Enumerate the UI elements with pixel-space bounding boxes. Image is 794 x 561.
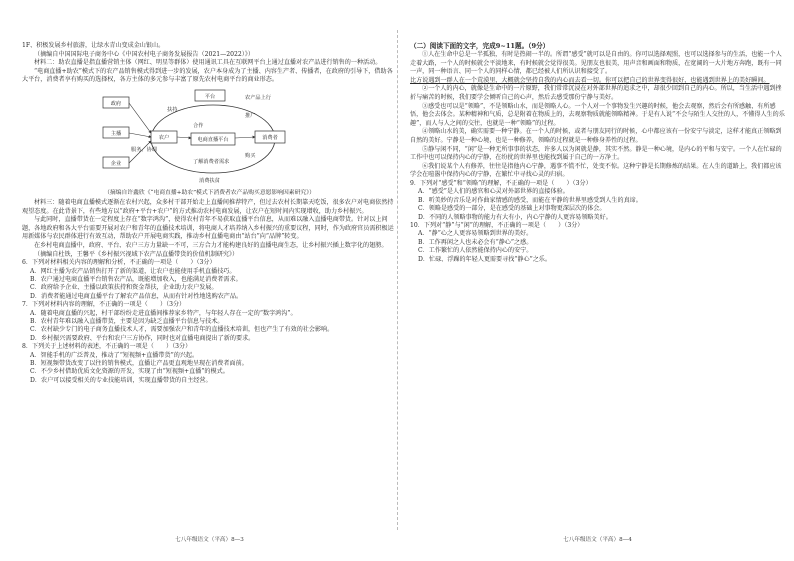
question-7-option-a: A．随着电商直播的兴起，村干部纷纷走进直播间推荐家乡特产，与年轻人存在一定的“数字鸿沟”。	[30, 309, 297, 317]
farmer-arrow	[177, 137, 191, 138]
question-8: 8．下列关于上述材料的表述，不正确的一项是（ ）（3分）	[22, 343, 192, 351]
question-10-option-d: D．忙碌、浮躁的年轻人更需要寻找“静心”之乐。	[418, 255, 551, 263]
question-10: 10．下列对“静”与“闲”的理解，不正确的一项是（ ）（3分）	[410, 221, 584, 229]
purchase-label: 购买	[244, 152, 255, 159]
farmer-label: 农户	[158, 134, 169, 141]
enterprise-label: 企业	[110, 160, 121, 167]
question-9-option-c: C．领略是感受的一部分，是在感受的基础上对事物更深层次的体会。	[418, 205, 606, 213]
feedback-label: 了解消费者需求	[192, 158, 229, 165]
consume-label: 消费扶贫	[198, 177, 220, 184]
passage-paragraph-2: ②一个人的内心，就像是生命中的一片原野，我们常常沉浸在对外部世界的追求之中，却很少回到自己的内心。所以，当生活中遇到挫折与痛苦的时候，我们要学会倾听自己的心声，然后去感受那份宁静与美好。	[410, 85, 782, 101]
passage-underlined: 比方说遇到一群人在一个荒漠里，大概就会坚持自我的内心而去看一切。你可以把自己的世界变得很好，也能遇到世界上的美好瞬间。	[410, 76, 770, 84]
promote-label: 推广	[244, 112, 255, 119]
excerpt-source-3: （摘编自杜铁，王馨平《乡村振兴视域下农产品直播带货的价值机制研究》）	[34, 250, 239, 258]
question-7-option-c: C．农村缺少专门的电子商务直播技术人才，需要加强农户和青年的直播技术培训，但也产生了有效的社会影响。	[30, 326, 334, 334]
page-divider	[397, 30, 398, 530]
products-label: 农产品上行	[244, 94, 271, 101]
excerpt-source-1: （摘编自中国国际电子商务中心《中国农村电子商务发展报告（2021—2022）》）	[34, 50, 254, 58]
question-6-option-b: B．农户通过电商直播平台销售农产品，既能增加收入，也能满足消费者需求。	[30, 275, 242, 283]
diagram-caption: （摘编自许鑫欣《“电商直播+助农”模式下消费者农产品购买意愿影响因素研究》）	[104, 189, 315, 196]
left-page	[22, 0, 397, 561]
question-7: 7．下列对材料内容的理解，不正确的一项是（ ）（3分）	[22, 301, 186, 309]
passage-paragraph-6: ⑥我们说某个人有修养，往往是指他内心宁静，遇事不慌不忙，处变不惊。这种宁静是长期修炼的结果。在人生的道路上，我们都应该学会在喧嚣中保持内心的宁静，在繁忙中寻找心灵的归宿。	[410, 162, 782, 179]
material-3-paragraph-1: 材料三：随着电商直播模式逐渐在农村兴起，众多村干部开始走上直播间推荐特产，但过去农村长期靠天吃饭，很多农户对电商依然持观望态度。在此背景下，有些地方以“政府+平台+农户”的方式推动农村电商发展，让农户在短时间内实现增收，助力乡村振兴。	[22, 198, 394, 215]
question-8-option-c: C．不少乡村借助优质文化资源的开发，实现了由“短视频+直播”的模式。	[30, 368, 229, 376]
anchor-arrow	[129, 133, 151, 137]
question-6: 6．下列对材料相关内容的理解和分析，不正确的一项是（ ）（3分）	[22, 259, 216, 267]
coop-label: 合作	[192, 122, 203, 129]
question-6-option-c: C．政府给予企业、主播以政策扶持和资金帮扶，企业助力农户发展。	[30, 284, 218, 292]
question-8-option-a: A．智能手机的广泛普及，推动了“短视频+直播带货”的兴起。	[30, 351, 199, 359]
passage-paragraph-3: ③感受也可以是“领略”，不是领略山水，而是领略人心。一个人对一个事物发生兴趣的时候，他会去观察，然后会有所感触，有所感悟，他会去体会。某种精神和气质，总是附着在物质上的，去观察物质就能领略精神。于是有人说“不会与陌生人交往的人，不懂得人生的乐趣”，而人与人之间的交往，也就是一种“领略”的过程。	[410, 102, 785, 127]
question-10-option-c: C．工作繁忙的人依然能保持内心的安宁。	[418, 247, 533, 255]
anchor-label: 主播	[110, 130, 121, 137]
passage-paragraph-1: ①人在生命中总是一半孤独，有时是热闹一半的。所谓“感受”就可以是自由的。你可以选择观照，也可以选择参与的生活，也能一个人走着大路，一个人的时候就会平淡地来，有时候就会觉得很美。见朋友也很美，用声音和画面和物质，在宽阔的一大片地方奔跑，既有一同一声，同一种语言、同一个人的同样心情，都已经被人们所认识和接受了。	[410, 51, 782, 76]
question-9-option-a: A．“感受”是人们的感官和心灵对外部世界的直接体验。	[418, 188, 569, 196]
material-2-head: 材料二：助农直播是指直播营销主体（网红、明星等群体）使用通讯工具在互联网平台上通过直播对农产品进行销售的一种活动。	[34, 59, 382, 67]
question-9: 9．下列对“感受”和“领略”的理解，不正确的一项是（ ）（3分）	[410, 179, 592, 187]
material-3-paragraph-2: 与此同时，直播带货在一定程度上存在“数字鸿沟”，使得农村青年不易获取直播平台信息，从而难以融入直播电商带货。针对以上问题，各地政府和各大平台需要开展对农户和青年的直播技术培训，将电商人才培养纳入乡村振兴的重要议程，同时，作为政府官员需积极运用新媒体与农民群体进行有效互动，帮助农户开展电商实践，推动乡村直播电商由“站台”向“品牌”转变。	[22, 216, 394, 241]
question-10-option-a: A．“静”心之人更容易领略到世界的美好。	[418, 230, 533, 238]
passage-paragraph-4: ④领略山水的美，确实需要一种宁静。在一个人的时候，或者与朋友同行的时候，心中都应该有一份安宁与淡定，这样才能真正领略到自然的美好。宁静是一种心境，也是一种修养，领略的过程就是一种修身养性的过程。	[410, 128, 782, 144]
question-7-option-d: D．乡村振兴需要政府、平台和农户三方协作，同时也对直播电商提出了新的要求。	[30, 334, 255, 342]
material-3-paragraph-3: 在乡村电商直播中，政府、平台、农户三方力量缺一不可，三方合力才能构建良好的直播电商生态，让乡村振兴插上数字化的翅膀。	[34, 241, 388, 249]
live-commerce-diagram	[95, 87, 325, 187]
section-heading: （二）阅读下面的文字，完成9~11题。（9分）	[410, 42, 550, 50]
service-label: 服务、协调	[130, 146, 157, 153]
material-2-paragraph: “电商直播+助农”模式下的农产品销售模式得到进一步的发展，农户本身成为了主播、内容生产者、传播者，在政府的引导下，借助各大平台，消费者享有购买的选择权，各方主体的多元参与丰富了原先农村电商平台的商业形态。	[22, 67, 393, 84]
right-page	[410, 0, 785, 561]
left-page-footer: 七八年级语文（平高）8—3	[175, 537, 244, 543]
question-8-option-b: B．短视频带货改变了以往的销售模式，直播让产品更直观地呈现在消费者面前。	[30, 360, 248, 367]
question-9-option-b: B．听美妙的音乐是对作曲家情感的感受，而能在平静的世界里感受到人生的真谛。	[418, 196, 642, 204]
question-9-option-d: D．不同的人领略事物的能力有大有小，内心宁静的人更容易领略美好。	[418, 213, 612, 221]
question-6-option-d: D．消费者能通过电商直播平台了解农产品信息，从而有针对性地选购农产品。	[30, 292, 243, 300]
gov-arrow	[129, 103, 151, 133]
ecommerce-arrow	[235, 137, 255, 138]
question-7-option-b: B．农村青年难以融入直播带货，主要是因为缺乏直播平台信息与技术。	[30, 317, 224, 325]
support-label: 扶持	[166, 106, 177, 113]
government-label: 政府	[110, 100, 121, 107]
right-page-footer: 七八年级语文（平高）8—4	[563, 537, 632, 543]
ecommerce-label: 电商直播平台	[196, 136, 229, 143]
consumer-label: 消费者	[261, 134, 278, 141]
question-8-option-d: D．农户可以接受相关的专业技能培训，实现直播带货的自主经营。	[30, 376, 212, 384]
passage-paragraph-5: ⑤静与闲不同，“闲”是一种无所事事的状态，许多人以为闲就是静，其实不然。静是一种心境，是内心的平和与安宁。一个人在忙碌的工作中也可以保持内心的宁静，在纷扰的世界里也能找到属于自己的一方净土。	[410, 145, 782, 162]
intro-line: 1F、积极发展乡村旅游，让绿水青山变成金山银山。	[22, 42, 165, 49]
question-10-option-b: B．工作再闲之人也未必会有“静心”之感。	[418, 238, 533, 246]
platform-label: 平台	[204, 93, 215, 100]
question-6-option-a: A．网红主播为农产品销售打开了新的渠道，让农户也能使用手机直播技巧。	[30, 267, 236, 275]
